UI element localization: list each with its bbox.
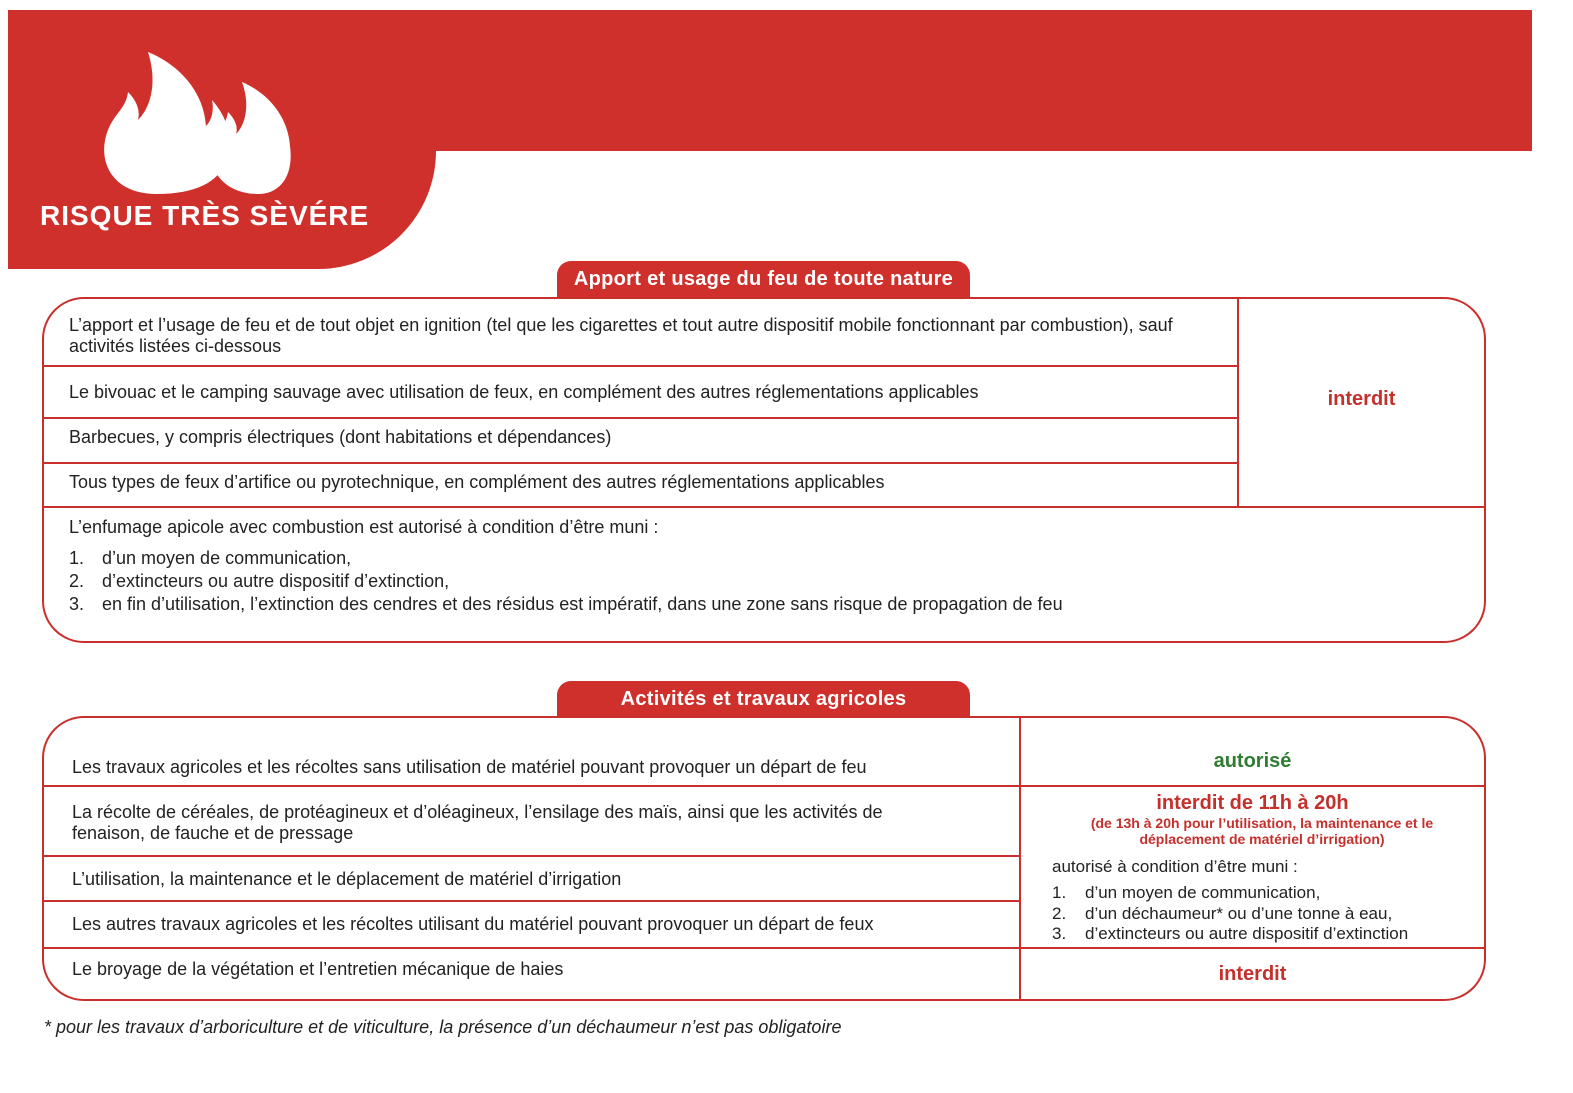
section1-row-text: Tous types de feux d’artifice ou pyrotechnique, en complément des autres réglementations applicables (69, 472, 885, 492)
list-item: 3. en fin d’utilisation, l’extinction des cendres et des résidus est impératif, dans une zone sans risque de propagation de feu (69, 594, 1063, 614)
list-item: 1. d’un moyen de communication, (69, 548, 352, 568)
status-forbidden: interdit (1218, 963, 1287, 985)
section2-row-divider (44, 785, 1484, 787)
section2-row-text: L’utilisation, la maintenance et le déplacement de matériel d’irrigation (72, 869, 622, 889)
section2-row-text: La récolte de céréales, de protéagineux et d’oléagineux, l’ensilage des maïs, ainsi que les activités de fenaison, de fauche et de pressage (72, 802, 883, 843)
section2-row-text: Les travaux agricoles et les récoltes sans utilisation de matériel pouvant provoquer un départ de feu (72, 757, 867, 777)
status-restricted-note: (de 13h à 20h pour l’utilisation, la maintenance et le déplacement de matériel d’irrigation) (1090, 815, 1434, 847)
section1-row-divider (44, 462, 1238, 464)
list-item: 2. d’un déchaumeur* ou d’une tonne à eau, (1052, 903, 1393, 923)
risk-level-title: RISQUE TRÈS SÈVÉRE (40, 200, 370, 231)
section2-row-divider (44, 947, 1484, 949)
flames-icon (98, 48, 308, 198)
section1-row-divider (44, 365, 1238, 367)
section1-row-divider (44, 506, 1484, 508)
section2-title-tab: Activités et travaux agricoles (557, 681, 970, 717)
section1-row-divider (44, 417, 1238, 419)
section1-title-tab: Apport et usage du feu de toute nature (557, 261, 970, 297)
section1-row-text: Le bivouac et le camping sauvage avec utilisation de feux, en complément des autres réglementations applicables (69, 382, 979, 402)
list-item: 1. d’un moyen de communication, (1052, 883, 1321, 902)
section2-row-text: Le broyage de la végétation et l’entretien mécanique de haies (72, 959, 564, 979)
section1-row-text: L’apport et l’usage de feu et de tout objet en ignition (tel que les cigarettes et tout autre dispositif mobile fonctionnant par combustion), sauf activités listées ci-dessous (69, 315, 1173, 356)
list-item: 2. d’extincteurs ou autre dispositif d’extinction, (69, 571, 450, 591)
conditions-list (1052, 883, 1482, 945)
apiculture-intro: L’enfumage apicole avec combustion est autorisé à condition d’être muni : (69, 517, 659, 537)
footnote: * pour les travaux d’arboriculture et de viticulture, la présence d’un déchaumeur n’est pas obligatoire (44, 1017, 842, 1037)
section2-row-text: Les autres travaux agricoles et les récoltes utilisant du matériel pouvant provoquer un départ de feux (72, 914, 874, 934)
status-restricted: interdit de 11h à 20h (1156, 792, 1349, 814)
section1-status-forbidden: interdit (1327, 388, 1396, 410)
apiculture-conditions-list (69, 547, 1449, 616)
section2-row-divider (44, 855, 1020, 857)
section2-row-divider (44, 900, 1020, 902)
status-authorized: autorisé (1213, 750, 1292, 772)
section1-row-text: Barbecues, y compris électriques (dont habitations et dépendances) (69, 427, 612, 447)
conditions-intro: autorisé à condition d’être muni : (1052, 857, 1298, 876)
list-item: 3. d’extincteurs ou autre dispositif d’extinction (1052, 924, 1409, 943)
